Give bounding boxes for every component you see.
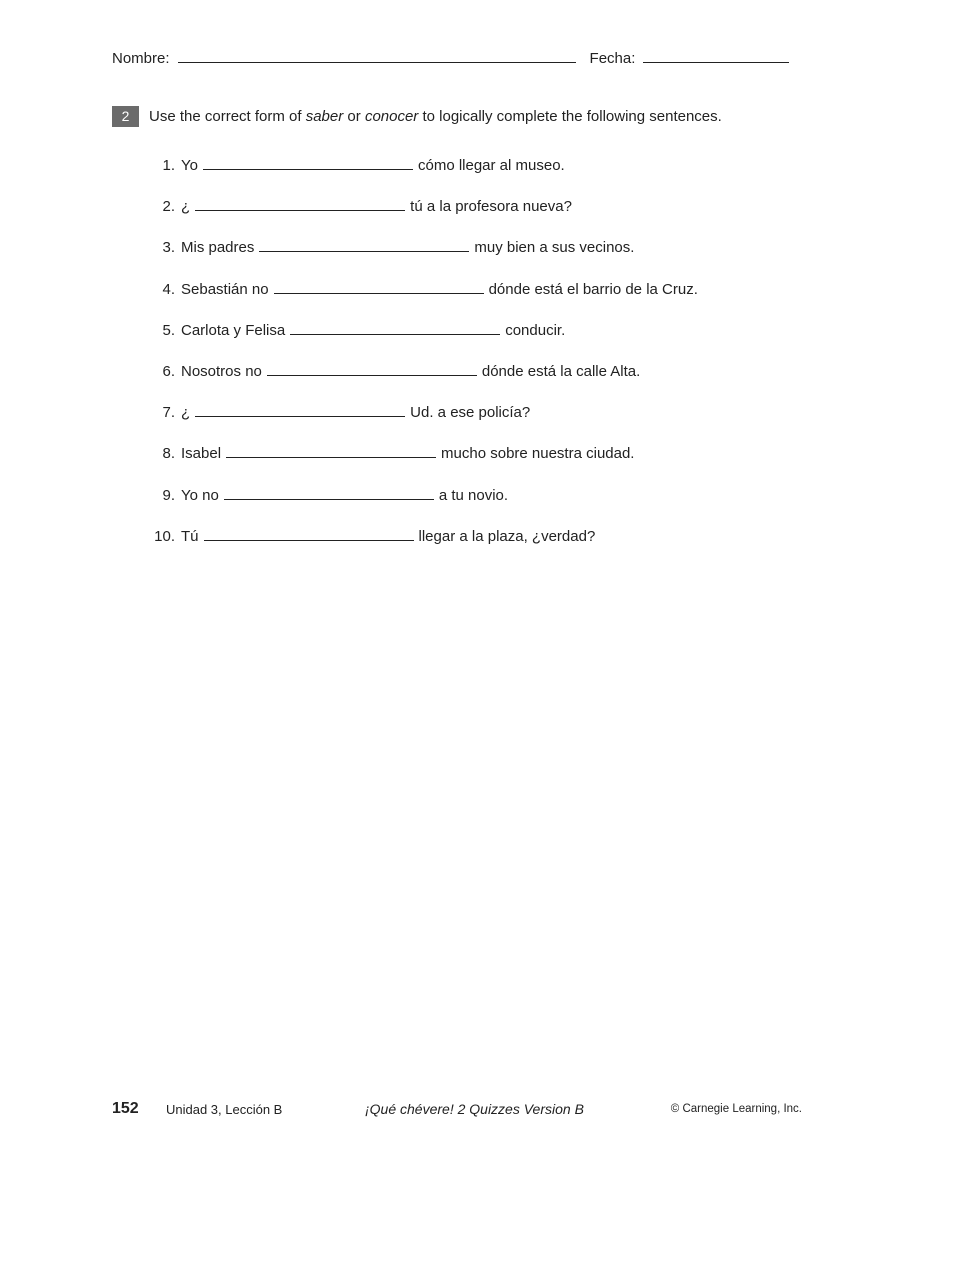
answer-blank[interactable] — [226, 444, 436, 458]
item-text-before: Nosotros no — [181, 362, 262, 380]
item-number: 3. — [162, 239, 175, 257]
item-text-before: ¿ — [181, 198, 191, 216]
exercise-item — [148, 197, 698, 238]
instructions — [112, 106, 722, 127]
item-number: 6. — [162, 362, 175, 380]
page-number: 152 — [112, 1100, 139, 1117]
exercise-list — [148, 156, 698, 568]
item-text-before: Yo — [181, 157, 198, 174]
exercise-number-badge: 2 — [112, 106, 139, 127]
date-label: Fecha: — [589, 50, 636, 67]
item-text-after: Ud. a ese policía? — [410, 404, 531, 422]
item-number: 5. — [162, 321, 175, 339]
exercise-item — [148, 156, 698, 197]
item-number: 1. — [162, 157, 175, 174]
item-text-before: Mis padres — [181, 239, 255, 257]
exercise-item — [148, 403, 698, 444]
item-text-before: ¿ — [181, 404, 191, 422]
item-number: 10. — [154, 527, 175, 545]
item-text-before: Yo no — [181, 486, 219, 504]
item-text-before: Sebastián no — [181, 280, 269, 298]
name-field[interactable] — [178, 48, 576, 63]
item-number: 2. — [162, 198, 175, 216]
exercise-item — [148, 362, 698, 403]
answer-blank[interactable] — [290, 321, 500, 335]
answer-blank[interactable] — [274, 280, 484, 294]
item-number: 9. — [162, 486, 175, 504]
item-text-before: Carlota y Felisa — [181, 321, 286, 339]
answer-blank[interactable] — [204, 527, 414, 541]
item-text-after: cómo llegar al museo. — [417, 157, 565, 174]
exercise-item — [148, 444, 698, 485]
item-number: 4. — [162, 280, 175, 298]
item-number: 8. — [162, 445, 175, 463]
answer-blank[interactable] — [195, 403, 405, 417]
item-text-after: tú a la profesora nueva? — [410, 198, 572, 216]
book-title: ¡Qué chévere! 2 Quizzes Version B — [365, 1101, 584, 1117]
item-text-after: mucho sobre nuestra ciudad. — [441, 445, 635, 463]
student-header — [112, 48, 789, 67]
item-text-before: Isabel — [181, 445, 222, 463]
item-text-after: muy bien a sus vecinos. — [474, 239, 635, 257]
name-label: Nombre: — [112, 50, 170, 67]
exercise-item — [148, 280, 698, 321]
answer-blank[interactable] — [203, 156, 413, 170]
instructions-text: Use the correct form of saber or conocer to logically complete the following sentences. — [149, 108, 722, 125]
answer-blank[interactable] — [259, 238, 469, 252]
date-field[interactable] — [643, 48, 789, 63]
item-text-after: conducir. — [505, 321, 566, 339]
exercise-item — [148, 486, 698, 527]
item-text-after: dónde está el barrio de la Cruz. — [488, 280, 698, 298]
unit-label: Unidad 3, Lección B — [166, 1102, 283, 1117]
exercise-item — [148, 321, 698, 362]
item-text-before: Tú — [181, 527, 199, 545]
item-text-after: a tu novio. — [438, 486, 509, 504]
item-number: 7. — [162, 404, 175, 422]
answer-blank[interactable] — [195, 197, 405, 211]
exercise-item — [148, 238, 698, 279]
page-footer — [112, 1100, 802, 1120]
exercise-item — [148, 527, 698, 568]
answer-blank[interactable] — [224, 486, 434, 500]
item-text-after: llegar a la plaza, ¿verdad? — [418, 527, 596, 545]
item-text-after: dónde está la calle Alta. — [481, 362, 641, 380]
copyright: © Carnegie Learning, Inc. — [670, 1103, 802, 1115]
answer-blank[interactable] — [267, 362, 477, 376]
